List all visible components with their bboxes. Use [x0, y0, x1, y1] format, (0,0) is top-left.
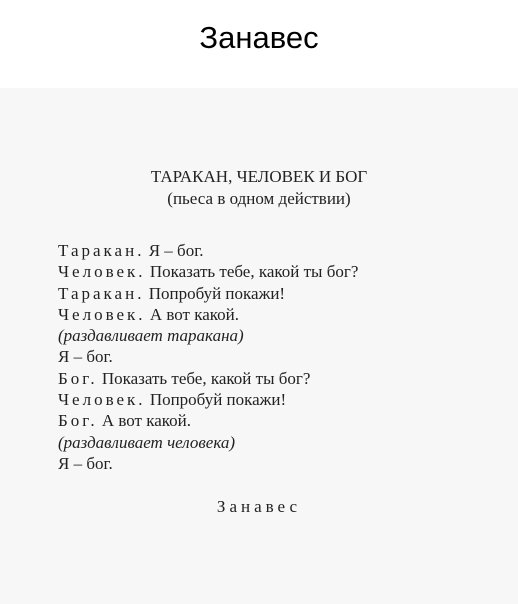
- play-subtitle: (пьеса в одном действии): [167, 189, 351, 208]
- speaker-name: Бог.: [58, 368, 98, 388]
- dialogue-line: [58, 240, 498, 261]
- speaker-name: Таракан.: [58, 241, 145, 260]
- header-title: Занавес: [199, 20, 319, 55]
- line-text: Показать тебе, какой ты бог?: [145, 262, 359, 282]
- dialogue-line: [58, 368, 498, 389]
- line-text: А вот какой.: [145, 304, 239, 324]
- stage-direction: (раздавливает таракана): [58, 326, 244, 346]
- dialogue-line: [58, 410, 498, 431]
- dialogue-line: [58, 261, 498, 282]
- speaker-name: Таракан.: [58, 283, 145, 303]
- dialogue-line: [58, 389, 498, 410]
- stage-direction: (раздавливает человека): [58, 432, 236, 452]
- speaker-name: Человек.: [58, 262, 146, 282]
- line-text: А вот какой.: [97, 411, 192, 431]
- line-text: Попробуй покажи!: [144, 283, 286, 303]
- line-text: Показать тебе, какой ты бог?: [97, 368, 311, 388]
- dialogue-line: [58, 283, 498, 304]
- dialogue-line: Я – бог.: [58, 347, 113, 367]
- line-text: Я – бог.: [144, 241, 204, 260]
- line-text: Попробуй покажи!: [145, 390, 287, 410]
- speaker-name: Бог.: [58, 411, 98, 431]
- play-title: ТАРАКАН, ЧЕЛОВЕК И БОГ: [150, 167, 368, 186]
- speaker-name: Человек.: [58, 390, 146, 410]
- speaker-name: Человек.: [58, 304, 146, 324]
- play-lines: [58, 240, 498, 474]
- dialogue-line: [58, 304, 498, 325]
- document-page: [0, 88, 518, 604]
- dialogue-line: Я – бог.: [58, 453, 113, 473]
- curtain-ending: Занавес: [216, 497, 302, 516]
- header-bar: [0, 0, 518, 88]
